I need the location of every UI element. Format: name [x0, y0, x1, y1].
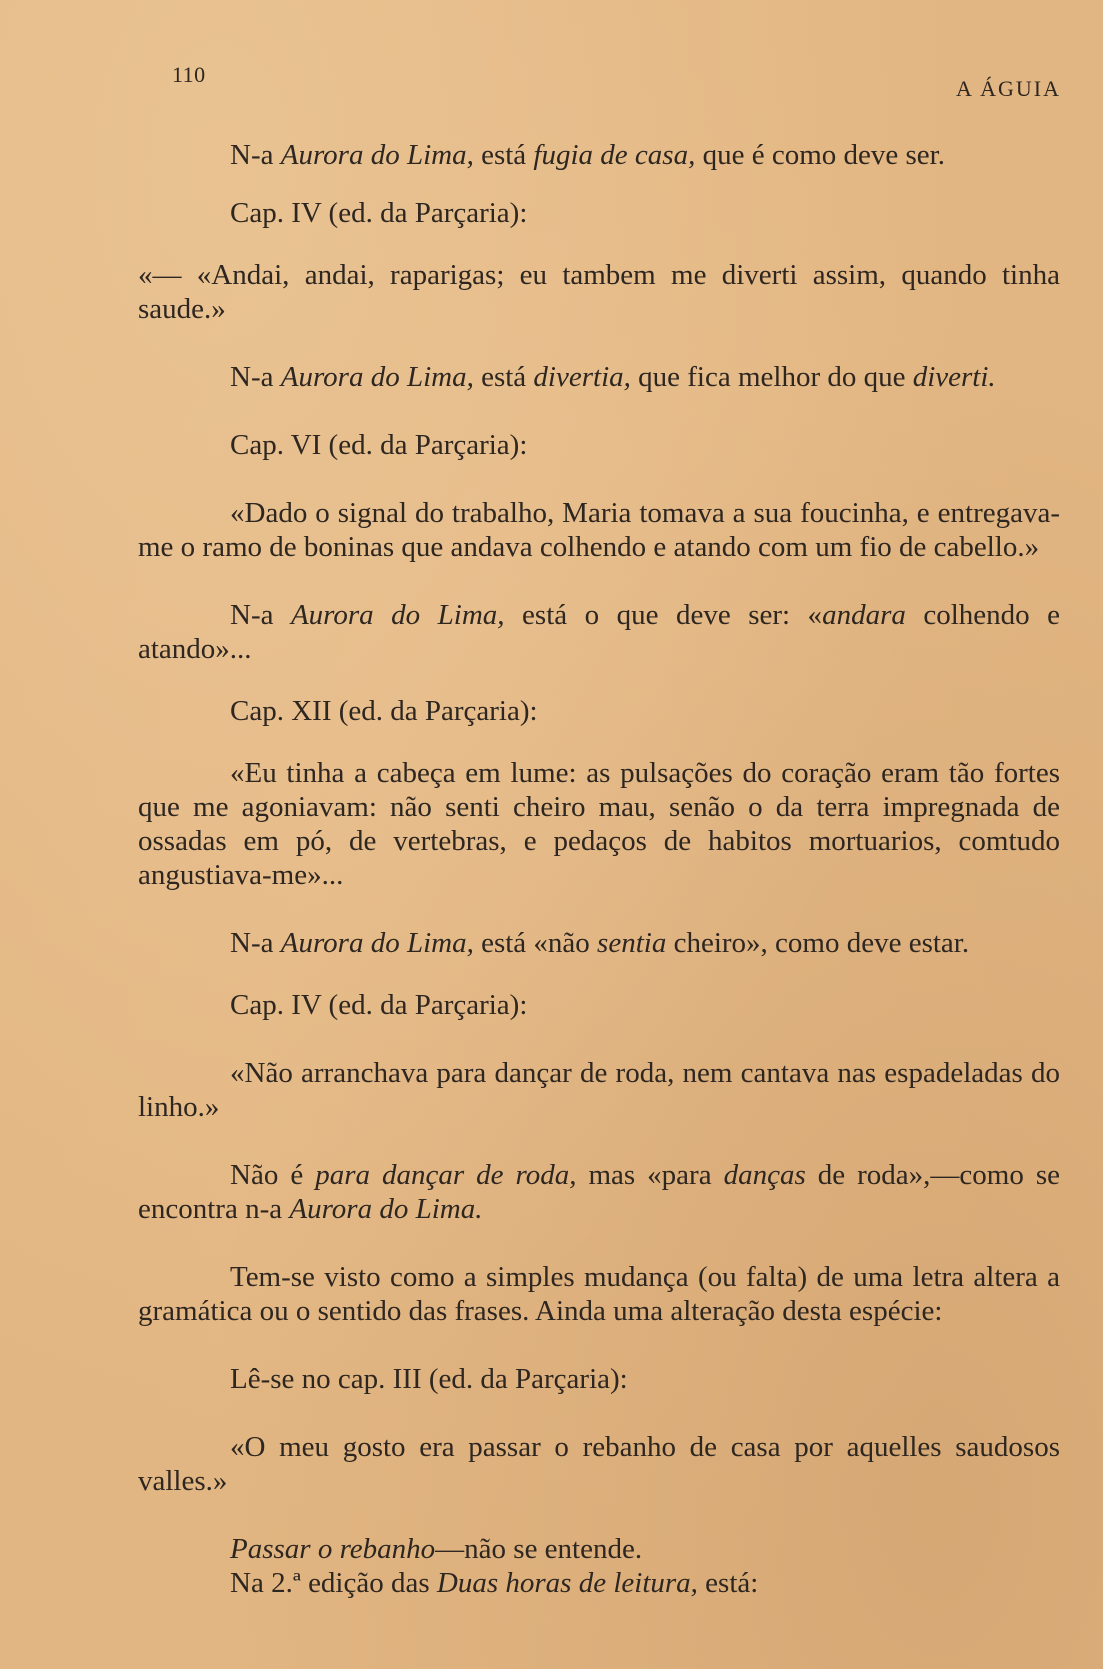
quotation: «Eu tinha a cabeça em lume: as pulsações do coração eram tão fortes que me agoniavam: não senti cheiro mau, senão o da terra impregnada de ossadas em pó, de vertebras, e pedaços de habitos mortuarios, comtudo angustiava-me»... — [138, 757, 1060, 891]
quotation: «Dado o signal do trabalho, Maria tomava a sua foucinha, e entregava-me o ramo de boninas que andava colhendo e atando com um fio de cabello.» — [138, 497, 1060, 563]
paragraph: N-a Aurora do Lima, está «não sentia cheiro», como deve estar. — [230, 927, 970, 959]
paragraph: N-a Aurora do Lima, está o que deve ser: «andara colhendo e atando»... — [138, 599, 1061, 665]
chapter-reference: Cap. IV (ed. da Parçaria): — [230, 197, 528, 229]
italic-run: sentia — [597, 927, 667, 959]
quotation: «— «Andai, andai, raparigas; eu tambem me diverti assim, quando tinha saude.» — [138, 259, 1060, 325]
quotation: «O meu gosto era passar o rebanho de casa por aquelles saudosos valles.» — [138, 1431, 1060, 1497]
italic-run: divertia, — [533, 361, 631, 393]
page-number: 110 — [172, 62, 206, 87]
italic-run: Duas horas de leitura, — [436, 1567, 698, 1599]
italic-run: danças — [723, 1159, 806, 1191]
italic-run: Aurora do Lima, — [280, 361, 474, 393]
page-body — [138, 138, 1060, 1600]
quotation: «Não arranchava para dançar de roda, nem cantava nas espadeladas do linho.» — [138, 1057, 1060, 1123]
chapter-reference: Cap. IV (ed. da Parçaria): — [230, 989, 528, 1021]
italic-run: fugia de casa, — [533, 139, 696, 171]
paragraph: N-a Aurora do Lima, está fugia de casa, que é como deve ser. — [230, 139, 945, 171]
paragraph: Passar o rebanho—não se entende. — [230, 1533, 643, 1565]
italic-run: para dançar de roda, — [315, 1159, 577, 1191]
paragraph: N-a Aurora do Lima, está divertia, que fica melhor do que diverti. — [230, 361, 996, 393]
italic-run: Aurora do Lima, — [280, 927, 474, 959]
italic-run: Aurora do Lima. — [289, 1193, 483, 1225]
italic-run: Aurora do Lima, — [290, 599, 505, 631]
paragraph: Na 2.ª edição das Duas horas de leitura, está: — [230, 1567, 759, 1599]
italic-run: diverti. — [912, 361, 996, 393]
italic-run: andara — [822, 599, 906, 631]
chapter-reference: Cap. XII (ed. da Parçaria): — [230, 695, 538, 727]
chapter-reference: Lê-se no cap. III (ed. da Parçaria): — [230, 1363, 628, 1395]
italic-run: Aurora do Lima, — [280, 139, 474, 171]
italic-run: Passar o rebanho — [230, 1533, 436, 1565]
paragraph: Não é para dançar de roda, mas «para danças de roda»,—como se encontra n-a Aurora do Lima. — [138, 1159, 1060, 1225]
chapter-reference: Cap. VI (ed. da Parçaria): — [230, 429, 528, 461]
paragraph: Tem-se visto como a simples mudança (ou falta) de uma letra altera a gramática ou o sentido das frases. Ainda uma alteração desta espécie: — [138, 1261, 1060, 1327]
running-title: A ÁGUIA — [955, 76, 1061, 101]
